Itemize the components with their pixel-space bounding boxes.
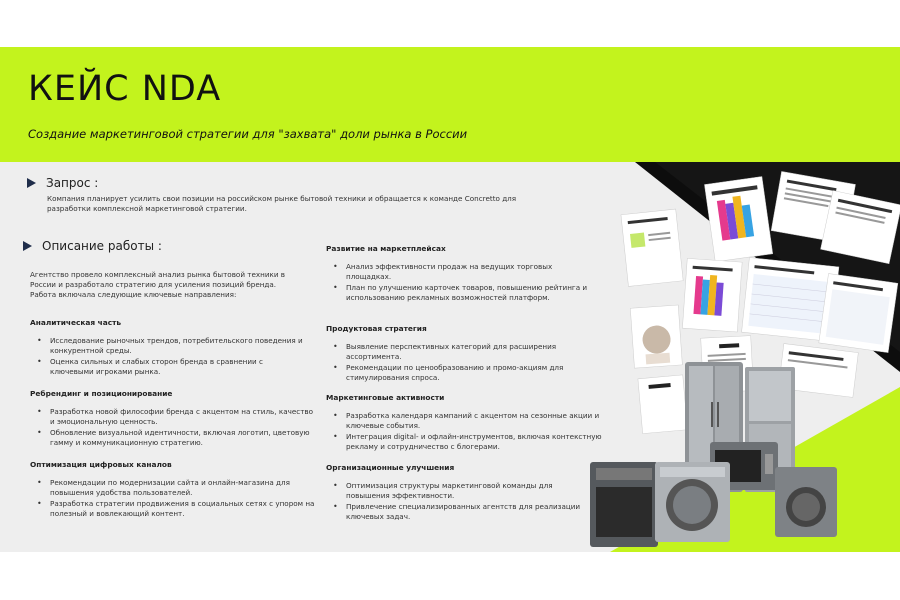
section-marketing-activities — [326, 393, 608, 453]
section-digital — [30, 460, 320, 520]
illustration — [560, 162, 900, 552]
request-heading-label: Запрос : — [46, 176, 99, 190]
request-text: Компания планирует усилить свои позиции на российском рынке бытовой техники и обращается к команде Concretto для разработки комплексной маркетинговой стратегии. — [47, 194, 517, 213]
bullet-list — [326, 262, 596, 302]
list-item: • Интеграция digital- и офлайн-инструментов, включая контекстную рекламу и сотрудничество с блогерами. — [326, 432, 608, 451]
page-subtitle: Создание маркетинговой стратегии для "захвата" доли рынка в России — [28, 127, 468, 141]
section-title: Маркетинговые активности — [326, 393, 445, 402]
bullet-list — [326, 481, 598, 521]
list-item: • Рекомендации по ценообразованию и промо-акциям для стимулирования спроса. — [326, 363, 596, 382]
bullet-list — [30, 407, 315, 447]
list-item: • Оценка сильных и слабых сторон бренда в сравнении с ключевыми игроками рынка. — [30, 357, 305, 376]
list-item: • Выявление перспективных категорий для расширения ассортимента. — [326, 342, 596, 361]
list-item: • Обновление визуальной идентичности, включая логотип, цветовую гамму и коммуникационную стратегию. — [30, 428, 315, 447]
list-item: • Исследование рыночных трендов, потребительского поведения и конкурентной среды. — [30, 336, 305, 355]
list-item: • Привлечение специализированных агентств для реализации ключевых задач. — [326, 502, 598, 521]
bullet-list — [30, 478, 320, 518]
section-product-strategy — [326, 324, 596, 384]
section-title: Оптимизация цифровых каналов — [30, 460, 172, 469]
section-organizational — [326, 463, 598, 523]
section-title: Организационные улучшения — [326, 463, 455, 472]
section-title: Ребрендинг и позиционирование — [30, 389, 173, 398]
list-item: • Рекомендации по модернизации сайта и онлайн-магазина для повышения удобства пользователей. — [30, 478, 320, 497]
section-title: Продуктовая стратегия — [326, 324, 427, 333]
triangle-right-icon — [27, 178, 36, 188]
list-item: • Анализ эффективности продаж на ведущих торговых площадках. — [326, 262, 596, 281]
list-item: • План по улучшению карточек товаров, повышению рейтинга и использованию рекламных возможностей платформ. — [326, 283, 596, 302]
list-item: • Разработка стратегии продвижения в социальных сетях с упором на полезный и вовлекающий контент. — [30, 499, 320, 518]
request-heading — [27, 176, 98, 190]
list-item: • Разработка календаря кампаний с акцентом на сезонные акции и ключевые события. — [326, 411, 608, 430]
list-item: • Оптимизация структуры маркетинговой команды для повышения эффективности. — [326, 481, 598, 500]
header-banner — [0, 47, 900, 162]
illustration-graphic — [560, 162, 900, 552]
bullet-list — [326, 411, 608, 451]
section-marketplaces — [326, 244, 596, 304]
work-intro: Агентство провело комплексный анализ рынка бытовой техники в России и разработало стратегию для усиления позиций бренда. Работа включала следующие ключевые направления: — [30, 270, 286, 299]
section-analytics — [30, 318, 305, 378]
page-title: КЕЙС NDA — [28, 69, 222, 109]
bullet-list — [30, 336, 305, 376]
triangle-right-icon — [23, 241, 32, 251]
section-title: Развитие на маркетплейсах — [326, 244, 446, 253]
bullet-list — [326, 342, 596, 382]
work-heading — [23, 239, 162, 253]
list-item: • Разработка новой философии бренда с акцентом на стиль, качество и эмоциональную ценность. — [30, 407, 315, 426]
work-heading-label: Описание работы : — [42, 239, 162, 253]
section-rebranding — [30, 389, 315, 449]
section-title: Аналитическая часть — [30, 318, 122, 327]
